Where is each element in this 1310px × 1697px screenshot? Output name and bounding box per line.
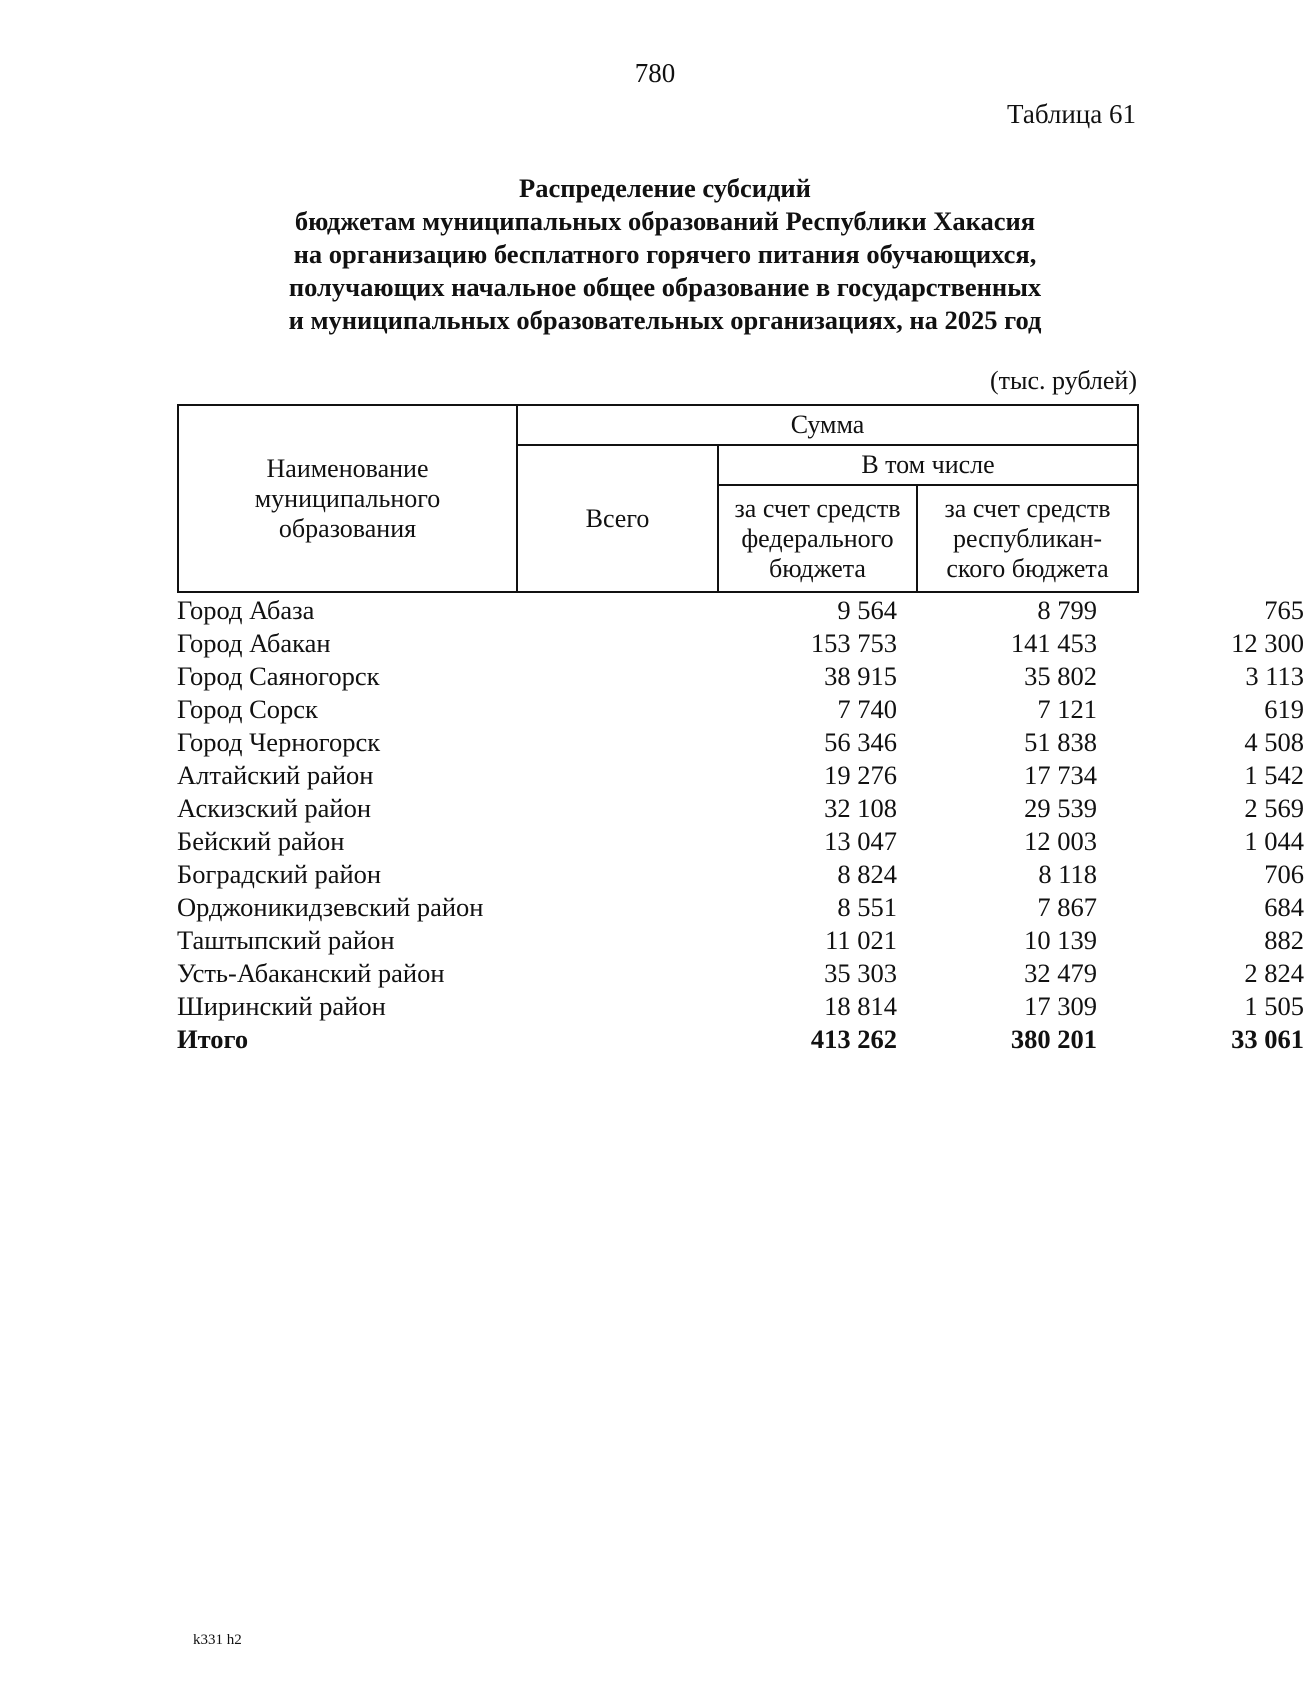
cell-name: Таштыпский район: [177, 925, 395, 955]
table-row: [177, 592, 1304, 625]
cell-federal: 17 309: [1024, 991, 1097, 1021]
cell-federal: 141 453: [1010, 628, 1097, 658]
cell-name: Аскизский район: [177, 793, 372, 823]
cell-total: 32 108: [824, 793, 897, 823]
cell-total: 8 551: [837, 892, 897, 922]
table-row: [177, 988, 1304, 1021]
title-line: получающих начальное общее образование в государственных: [288, 272, 1042, 302]
cell-name: Город Сорск: [177, 694, 318, 724]
table-row: [177, 889, 1304, 922]
cell-republic: 4 508: [1244, 727, 1304, 757]
cell-name: Ширинский район: [177, 991, 386, 1021]
header-republic-col: за счет средств республикан-ского бюджета: [917, 485, 1138, 592]
cell-federal: 17 734: [1024, 760, 1097, 790]
cell-total: 11 021: [825, 925, 897, 955]
cell-total: 56 346: [824, 727, 897, 757]
table-number: Таблица 61: [1007, 99, 1136, 129]
cell-republic: 33 061: [1231, 1024, 1304, 1054]
cell-total: 8 824: [837, 859, 897, 889]
cell-total: 18 814: [824, 991, 897, 1021]
cell-total: 19 276: [824, 760, 897, 790]
title-line: на организацию бесплатного горячего питания обучающихся,: [293, 239, 1037, 269]
cell-federal: 10 139: [1024, 925, 1097, 955]
cell-federal: 8 118: [1038, 859, 1097, 889]
table-row: [177, 625, 1304, 658]
cell-name: Боградский район: [177, 859, 382, 889]
cell-name: Итого: [177, 1024, 249, 1054]
cell-republic: 12 300: [1231, 628, 1304, 658]
cell-name: Усть-Абаканский район: [177, 958, 445, 988]
table-row: [177, 790, 1304, 823]
header-including: В том числе: [718, 445, 1138, 485]
cell-name: Бейский район: [177, 826, 345, 856]
cell-republic: 2 569: [1244, 793, 1304, 823]
cell-total: 153 753: [810, 628, 897, 658]
cell-republic: 706: [1264, 859, 1304, 889]
cell-name: Орджоникидзевский район: [177, 892, 484, 922]
table-row: [177, 823, 1304, 856]
cell-total: 7 740: [837, 694, 897, 724]
cell-republic: 2 824: [1244, 958, 1304, 988]
cell-republic: 1 542: [1244, 760, 1304, 790]
title-line: бюджетам муниципальных образований Республики Хакасия: [294, 206, 1036, 236]
cell-federal: 32 479: [1024, 958, 1097, 988]
cell-name: Город Абаза: [177, 595, 315, 625]
cell-name: Город Абакан: [177, 628, 331, 658]
footer-code: k331 h2: [193, 1632, 242, 1648]
table-body: [177, 592, 1304, 1054]
title-line: Распределение субсидий: [519, 173, 811, 203]
table-row: [177, 955, 1304, 988]
cell-republic: 882: [1264, 925, 1304, 955]
cell-federal: 35 802: [1024, 661, 1097, 691]
header-name-col: Наименование муниципального образования: [178, 405, 517, 592]
cell-republic: 619: [1264, 694, 1304, 724]
table-row: [177, 724, 1304, 757]
cell-republic: 765: [1264, 595, 1304, 625]
cell-republic: 3 113: [1245, 661, 1304, 691]
cell-republic: 684: [1264, 892, 1304, 922]
cell-federal: 12 003: [1024, 826, 1097, 856]
units-label: (тыс. рублей): [989, 366, 1137, 395]
table-row: [177, 922, 1304, 955]
table-row: [177, 856, 1304, 889]
cell-federal: 7 121: [1037, 694, 1097, 724]
header-sum: Сумма: [517, 405, 1138, 445]
table-row: [177, 691, 1304, 724]
document-title: [200, 172, 1130, 337]
cell-name: Алтайский район: [177, 760, 374, 790]
table-row: [177, 757, 1304, 790]
cell-republic: 1 505: [1244, 991, 1304, 1021]
cell-total: 38 915: [824, 661, 897, 691]
table-header: [177, 404, 1139, 593]
cell-republic: 1 044: [1244, 826, 1304, 856]
cell-total: 413 262: [810, 1024, 897, 1054]
cell-name: Город Черногорск: [177, 727, 381, 757]
table-row: [177, 658, 1304, 691]
header-total-col: Всего: [517, 445, 718, 592]
cell-federal: 51 838: [1024, 727, 1097, 757]
cell-total: 35 303: [824, 958, 897, 988]
cell-total: 9 564: [837, 595, 897, 625]
cell-federal: 29 539: [1024, 793, 1097, 823]
cell-total: 13 047: [824, 826, 897, 856]
cell-federal: 7 867: [1037, 892, 1097, 922]
page-number: 780: [634, 58, 676, 88]
cell-federal: 380 201: [1010, 1024, 1097, 1054]
title-line: и муниципальных образовательных организациях, на 2025 год: [288, 305, 1042, 335]
cell-name: Город Саяногорск: [177, 661, 380, 691]
header-federal-col: за счет средств федерального бюджета: [718, 485, 917, 592]
cell-federal: 8 799: [1037, 595, 1097, 625]
total-row: [177, 1021, 1304, 1054]
